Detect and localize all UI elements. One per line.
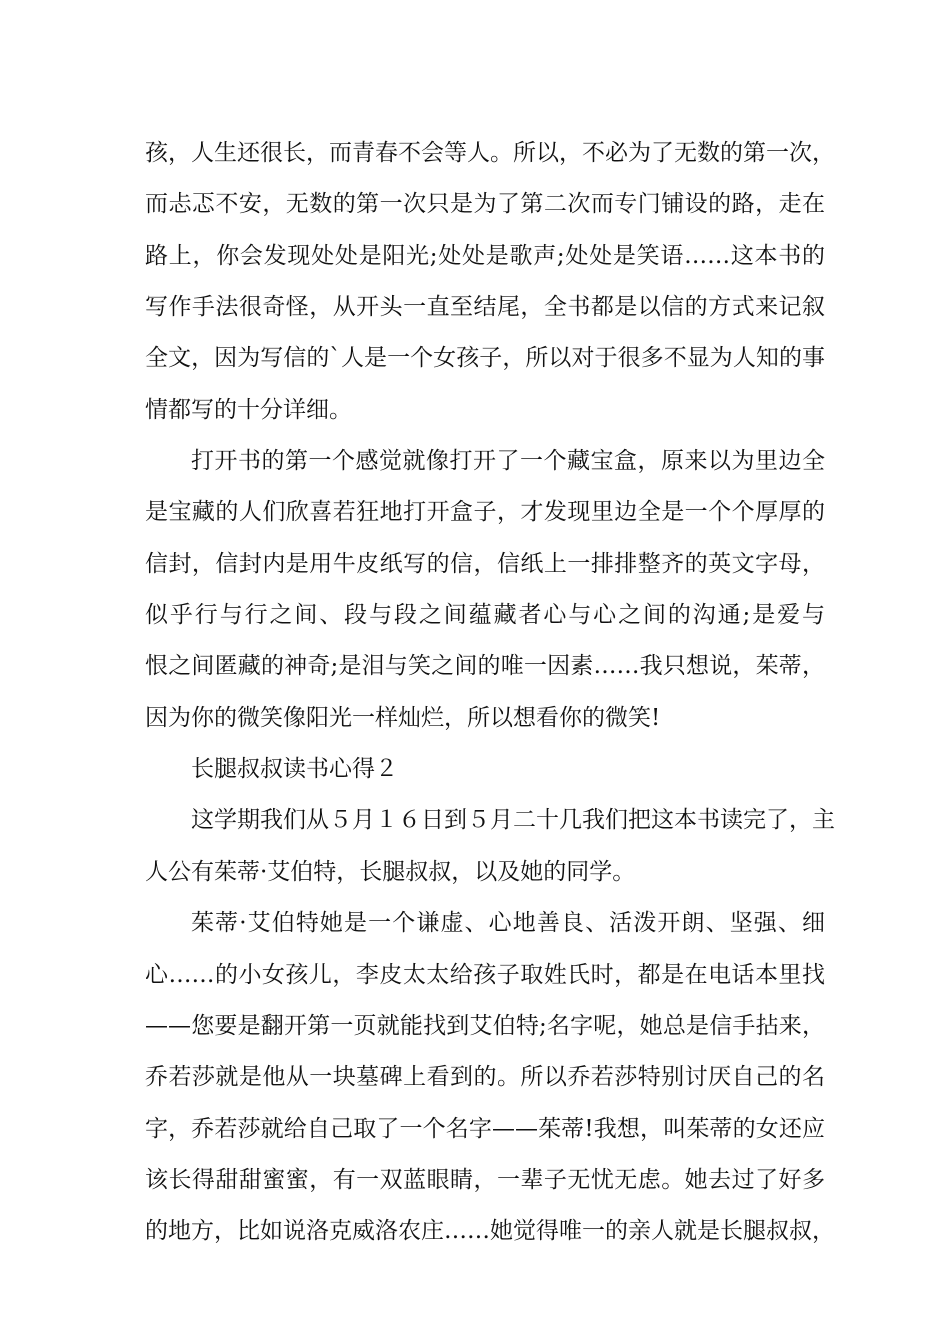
text-line: 是宝藏的人们欣喜若狂地打开盒子，才发现里边全是一个个厚厚的 (145, 499, 825, 526)
text-line: ——您要是翻开第一页就能找到艾伯特;名字呢，她总是信手拈来， (145, 1012, 825, 1039)
text-line: 恨之间匿藏的神奇;是泪与笑之间的唯一因素……我只想说，茱蒂， (145, 653, 825, 680)
text-line: 似乎行与行之间、段与段之间蕴藏者心与心之间的沟通;是爱与 (145, 602, 825, 629)
text-line: 全文，因为写信的`人是一个女孩子，所以对于很多不显为人知的事 (145, 345, 825, 372)
text-line: 乔若莎就是他从一块墓碑上看到的。所以乔若莎特别讨厌自己的名 (145, 1064, 825, 1091)
text-line: 字，乔若莎就给自己取了一个名字——茱蒂!我想，叫茱蒂的女还应 (145, 1115, 825, 1142)
text-line: 情都写的十分详细。 (145, 396, 352, 423)
text-line: 这学期我们从５月１６日到５月二十几我们把这本书读完了，主 (191, 807, 835, 834)
text-line: 而忐忑不安，无数的第一次只是为了第二次而专门铺设的路，走在 (145, 191, 825, 218)
text-line: 的地方，比如说洛克威洛农庄……她觉得唯一的亲人就是长腿叔叔， (145, 1218, 835, 1245)
text-line: 人公有茱蒂·艾伯特，长腿叔叔，以及她的同学。 (145, 858, 636, 885)
text-line: 信封，信封内是用牛皮纸写的信，信纸上一排排整齐的英文字母， (145, 550, 825, 577)
text-line: 心……的小女孩儿，李皮太太给孩子取姓氏时，都是在电话本里找 (145, 961, 825, 988)
text-line: 打开书的第一个感觉就像打开了一个藏宝盒，原来以为里边全 (191, 448, 825, 475)
section-heading: 长腿叔叔读书心得２ (191, 756, 398, 783)
text-line: 茱蒂·艾伯特她是一个谦虚、心地善良、活泼开朗、坚强、细 (191, 910, 825, 937)
text-line: 因为你的微笑像阳光一样灿烂，所以想看你的微笑! (145, 704, 661, 731)
text-line: 路上，你会发现处处是阳光;处处是歌声;处处是笑语……这本书的 (145, 242, 825, 269)
text-line: 孩，人生还很长，而青春不会等人。所以，不必为了无数的第一次， (145, 140, 835, 166)
document-page (145, 128, 835, 1258)
text-line: 写作手法很奇怪，从开头一直至结尾，全书都是以信的方式来记叙 (145, 294, 825, 321)
text-line: 该长得甜甜蜜蜜，有一双蓝眼睛，一辈子无忧无虑。她去过了好多 (145, 1166, 825, 1193)
